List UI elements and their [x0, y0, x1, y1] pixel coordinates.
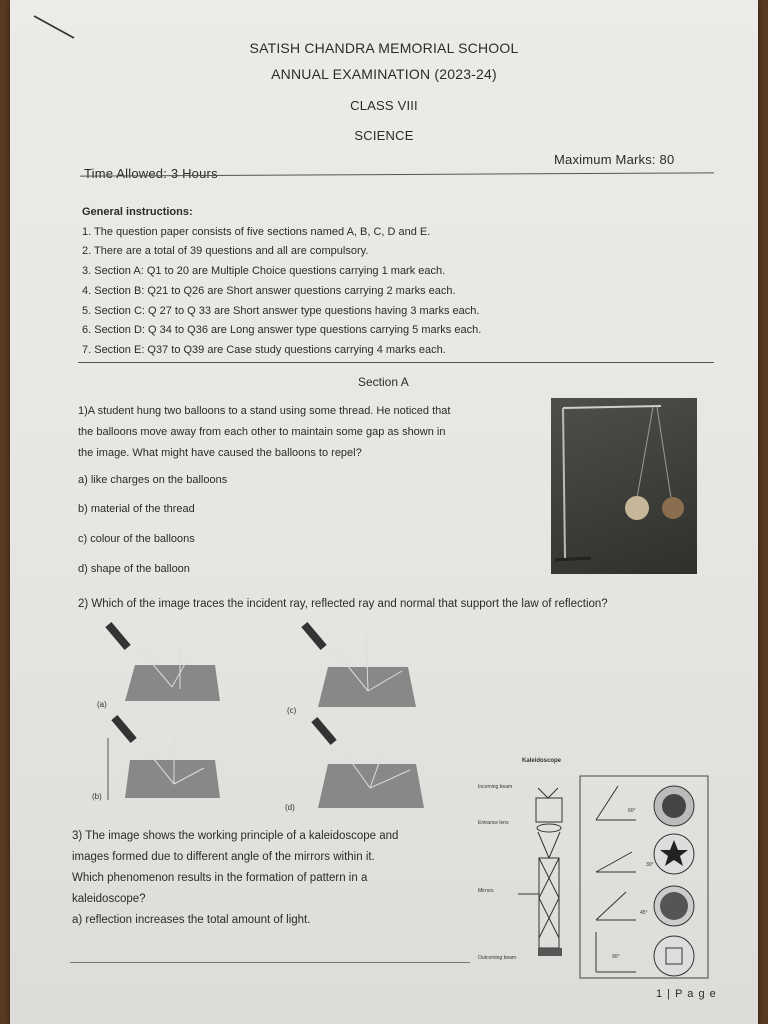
time-allowed: Time Allowed: 3 Hours — [84, 166, 218, 181]
q3-option-a: a) reflection increases the total amount of light. — [72, 914, 311, 926]
instruction-item: 4. Section B: Q21 to Q26 are Short answer questions carrying 2 marks each. — [82, 284, 456, 297]
general-instructions — [82, 203, 481, 361]
angle-label: 30° — [646, 862, 654, 868]
q1-option-c: c) colour of the balloons — [78, 533, 195, 545]
q1-line: the balloons move away from each other to maintain some gap as shown in — [78, 426, 446, 438]
q2-label-b: (b) — [92, 792, 102, 801]
reflection-diagram-d — [298, 708, 438, 813]
q3-text — [72, 826, 398, 910]
q2-label-c: (c) — [287, 706, 297, 715]
instructions-rule — [78, 362, 714, 363]
instructions-title: General instructions: — [82, 206, 193, 218]
section-title: Section A — [358, 375, 409, 389]
balloon-photo — [551, 398, 697, 574]
incoming-label: Incoming beam — [478, 784, 513, 790]
pen-mark — [30, 12, 80, 42]
q1-line: 1)A student hung two balloons to a stand using some thread. He noticed that — [78, 405, 451, 417]
q2-text: 2) Which of the image traces the incident ray, reflected ray and normal that support the law of reflection? — [78, 598, 608, 610]
q3-line: images formed due to different angle of the mirrors within it. — [72, 851, 375, 863]
instruction-item: 1. The question paper consists of five sections named A, B, C, D and E. — [82, 225, 431, 238]
q3-line: kaleidoscope? — [72, 893, 146, 905]
q3-line: Which phenomenon results in the formation of pattern in a — [72, 872, 368, 884]
angle-label: 90° — [612, 954, 620, 960]
subject-label: SCIENCE — [354, 128, 414, 143]
mirrors-label: Mirrors — [478, 888, 494, 894]
instruction-item: 6. Section D: Q 34 to Q36 are Long answer type questions carrying 5 marks each. — [82, 324, 482, 337]
exam-title: ANNUAL EXAMINATION (2023-24) — [271, 66, 497, 82]
q1-text — [78, 401, 450, 464]
school-name: SATISH CHANDRA MEMORIAL SCHOOL — [249, 40, 519, 56]
entrance-label: Entrance lens — [478, 820, 509, 826]
instruction-item: 7. Section E: Q37 to Q39 are Case study questions carrying 4 marks each. — [82, 343, 446, 356]
q2-label-d: (d) — [285, 803, 295, 812]
angle-label: 60° — [628, 808, 636, 814]
class-label: CLASS VIII — [350, 98, 418, 113]
q1-option-a: a) like charges on the balloons — [78, 474, 228, 486]
page-number: 1 | P a g e — [656, 988, 717, 1000]
outcoming-label: Outcoming beam — [478, 955, 517, 961]
kaleidoscope-diagram — [510, 768, 710, 980]
reflection-diagram-b — [100, 708, 230, 808]
q1-line: the image. What might have caused the balloons to repel? — [78, 447, 362, 459]
instruction-item: 5. Section C: Q 27 to Q 33 are Short answer type questions having 3 marks each. — [82, 304, 480, 317]
reflection-diagram-c — [298, 615, 428, 710]
q1-option-b: b) material of the thread — [78, 503, 195, 515]
kaleidoscope-title: Kaleidoscope — [522, 758, 562, 764]
q3-line: 3) The image shows the working principle of a kaleidoscope and — [72, 830, 399, 842]
instruction-item: 2. There are a total of 39 questions and all are compulsory. — [82, 245, 369, 258]
reflection-diagram-a — [100, 615, 230, 710]
angle-label: 45° — [640, 910, 648, 916]
footer-rule — [70, 962, 470, 963]
maximum-marks: Maximum Marks: 80 — [554, 152, 675, 167]
q2-label-a: (a) — [97, 700, 107, 709]
q1-option-d: d) shape of the balloon — [78, 563, 190, 575]
instruction-item: 3. Section A: Q1 to 20 are Multiple Choice questions carrying 1 mark each. — [82, 265, 446, 278]
